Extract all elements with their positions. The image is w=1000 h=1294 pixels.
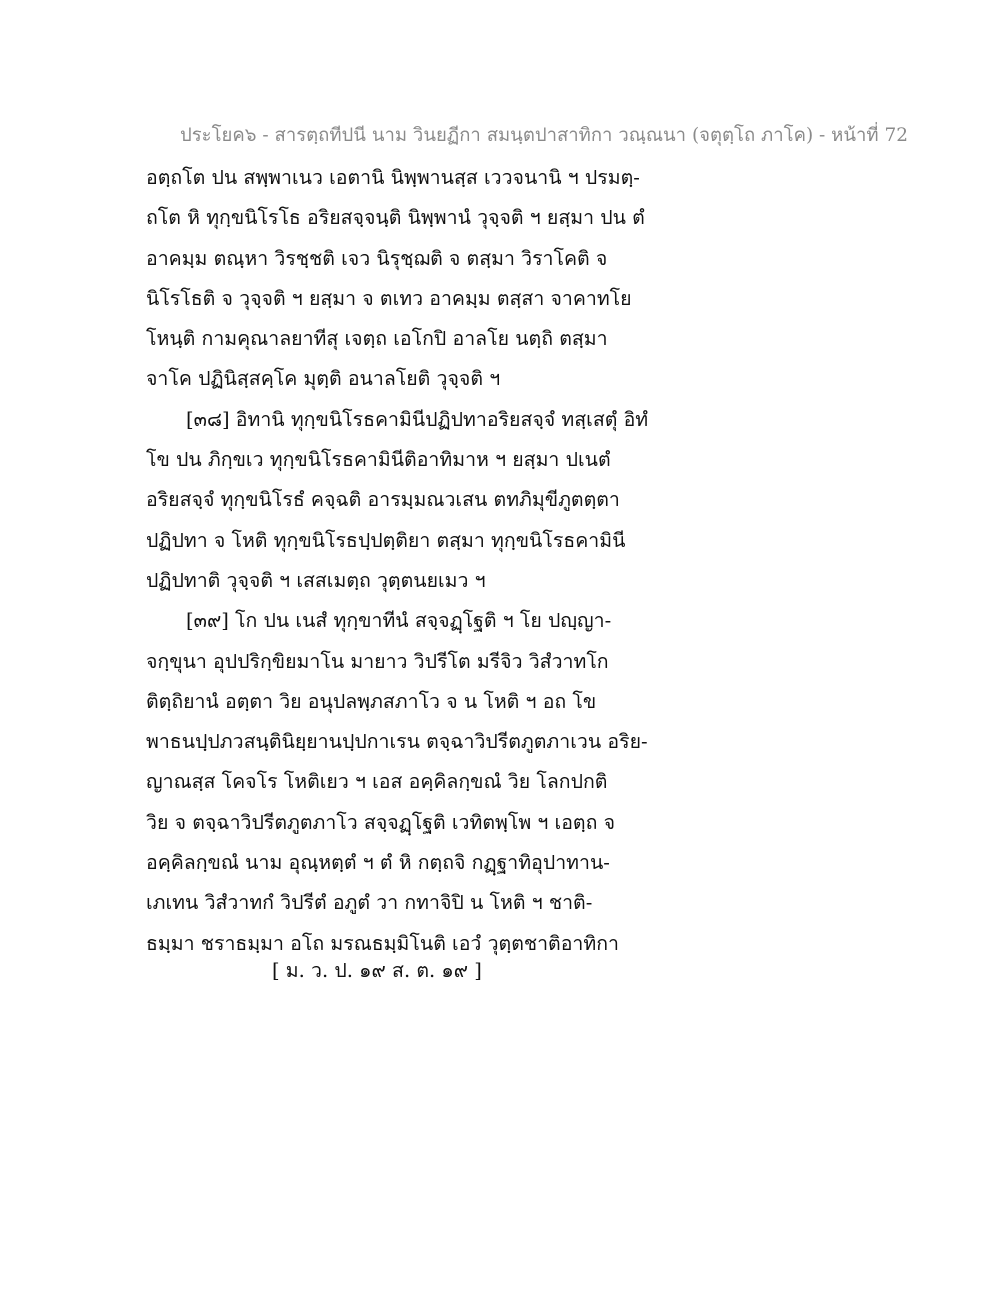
text-line: โหนฺติ กามคุณาลยาทีสุ เจตฺถ เอโกปิ อาลโย นตฺถิ ตสฺมา xyxy=(146,327,608,351)
body-text xyxy=(146,158,726,964)
text-line: อตฺถโต ปน สพฺพาเนว เอตานิ นิพฺพานสฺส เววจนานิ ฯ ปรมตฺ- xyxy=(146,166,640,189)
text-line: ญาณสฺส โคจโร โหติเยว ฯ เอส อคฺคิลกฺขณํ วิย โลกปกติ xyxy=(146,770,608,794)
text-line: ถโต หิ ทุกฺขนิโรโธ อริยสจฺจนฺติ นิพฺพานํ วุจฺจติ ฯ ยสฺมา ปน ตํ xyxy=(146,206,645,230)
text-line: ปฏิปทาติ วุจฺจติ ฯ เสสเมตฺถ วุตฺตนยเมว ฯ xyxy=(146,568,486,592)
text-line: อาคมฺม ตณฺหา วิรชฺชติ เจว นิรุชฺฌติ จ ตสฺมา วิราโคติ จ xyxy=(146,246,608,270)
text-line: พาธนปฺปภวสนฺตินิยฺยานปฺปกาเรน ตจฺฉาวิปรีตภูตภาเวน อริย- xyxy=(146,730,648,754)
text-line: ปฏิปทา จ โหติ ทุกฺขนิโรธปฺปตฺติยา ตสฺมา ทุกฺขนิโรธคามินี xyxy=(146,528,626,552)
page-header: ประโยค๖ - สารตฺถทีปนี นาม วินยฏีกา สมนฺตปาสาทิกา วณฺณนา (จตุตฺโถ ภาโค) - หน้าที่ 72 xyxy=(180,125,909,146)
text-line: วิย จ ตจฺฉาวิปรีตภูตภาโว สจฺจฏฺโฐติ เวทิตพฺโพ ฯ เอตฺถ จ xyxy=(146,810,615,834)
paragraph-start-38: [๓๘] อิทานิ ทุกฺขนิโรธคามินีปฏิปทาอริยสจฺจํ ทสฺเสตุํ อิทํ xyxy=(186,407,649,431)
text-line: ติตฺถิยานํ อตฺตา วิย อนุปลพฺภสภาโว จ น โหติ ฯ อถ โข xyxy=(146,689,597,713)
footnote-reference: [ ม. ว. ป. ๑๙ ส. ต. ๑๙ ] xyxy=(272,959,482,982)
text-line: เภเทน วิสํวาทกํ วิปรีตํ อภูตํ วา กทาจิปิ น โหติ ฯ ชาติ- xyxy=(146,891,593,915)
text-line: จกฺขุนา อุปปริกฺขิยมาโน มายาว วิปรีโต มรีจิว วิสํวาทโก xyxy=(146,649,609,673)
text-line: จาโค ปฏินิสฺสคฺโค มุตฺติ อนาลโยติ วุจฺจติ ฯ xyxy=(146,367,501,391)
text-line: นิโรโธติ จ วุจฺจติ ฯ ยสฺมา จ ตเทว อาคมฺม ตสฺสา จาคาทโย xyxy=(146,286,632,310)
text-line: ธมฺมา ชราธมฺมา อโถ มรณธมฺมิโนติ เอวํ วุตฺตชาติอาทิกา xyxy=(146,931,619,955)
text-line: โข ปน ภิกฺขเว ทุกฺขนิโรธคามินีติอาทิมาห ฯ ยสฺมา ปเนตํ xyxy=(146,448,611,472)
paragraph-start-39: [๓๙] โก ปน เนสํ ทุกฺขาทีนํ สจฺจฏฺโฐติ ฯ โย ปญฺญา- xyxy=(186,609,612,633)
text-line: อคฺคิลกฺขณํ นาม อุณฺหตฺตํ ฯ ตํ หิ กตฺถจิ กฏฺฐาทิอุปาทาน- xyxy=(146,851,610,875)
text-line: อริยสจฺจํ ทุกฺขนิโรธํ คจฺฉติ อารมฺมณวเสน ตทภิมุขีภูตตฺตา xyxy=(146,488,620,512)
